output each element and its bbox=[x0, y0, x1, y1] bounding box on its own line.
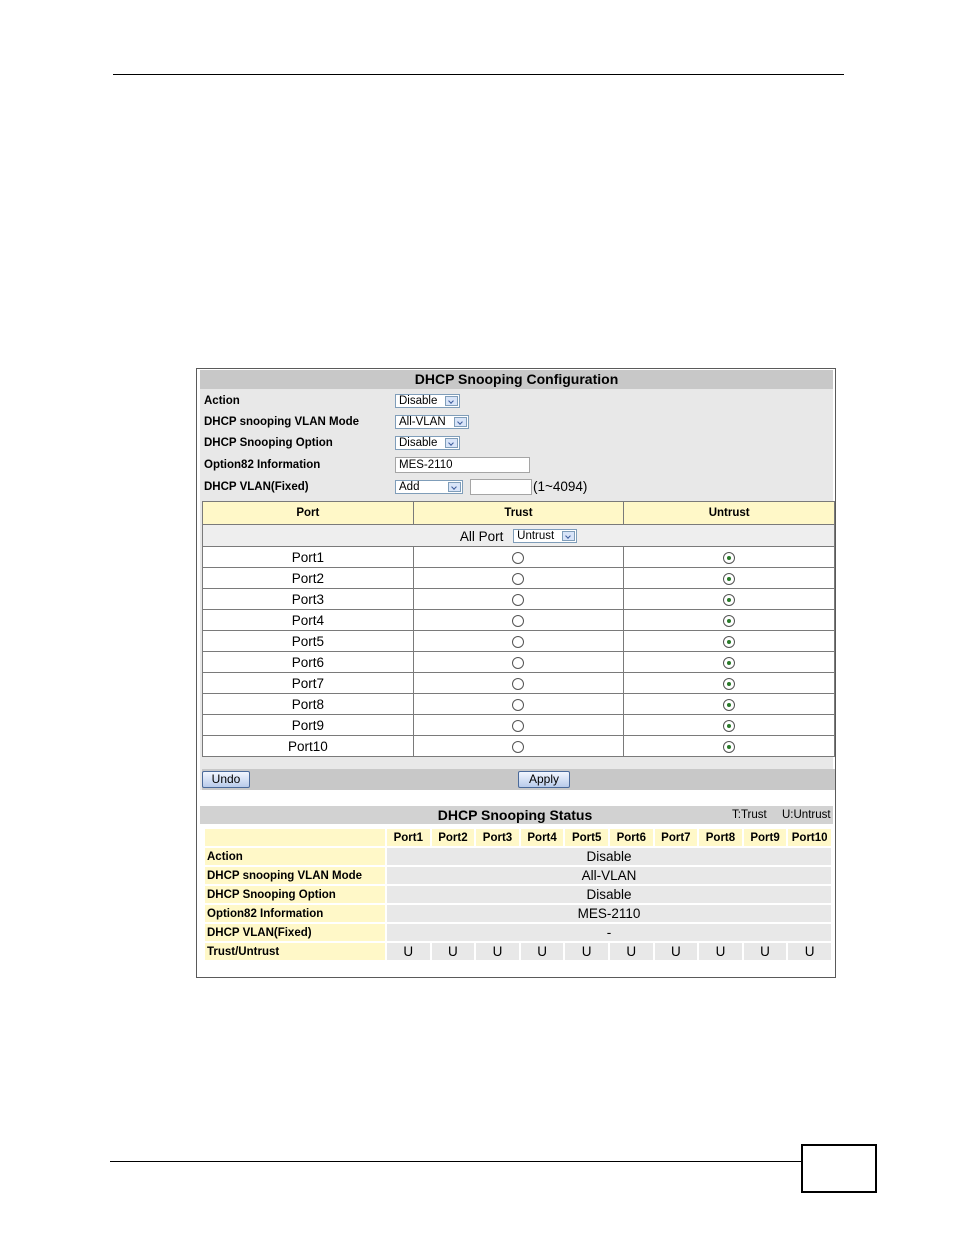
trust-radio[interactable] bbox=[512, 741, 524, 753]
untrust-cell bbox=[624, 568, 835, 589]
port-name: Port7 bbox=[203, 673, 414, 694]
status-dhcp-vlan-value: - bbox=[387, 924, 831, 941]
trust-radio[interactable] bbox=[512, 636, 524, 648]
status-port-header: Port2 bbox=[432, 829, 475, 846]
trust-radio[interactable] bbox=[512, 699, 524, 711]
action-select-value: Disable bbox=[399, 395, 438, 407]
trust-cell bbox=[413, 694, 624, 715]
status-port-header: Port8 bbox=[699, 829, 742, 846]
status-trust-value: U bbox=[655, 943, 698, 960]
snooping-option-select[interactable] bbox=[395, 436, 460, 450]
dhcp-vlan-label: DHCP VLAN(Fixed) bbox=[204, 481, 309, 493]
status-trust-value: U bbox=[387, 943, 430, 960]
all-port-row bbox=[203, 525, 835, 547]
status-trust-value: U bbox=[476, 943, 519, 960]
port-row bbox=[203, 568, 835, 589]
port-name: Port1 bbox=[203, 547, 414, 568]
port-name: Port3 bbox=[203, 589, 414, 610]
trust-cell bbox=[413, 736, 624, 757]
all-port-label: All Port bbox=[459, 528, 504, 544]
trust-cell bbox=[413, 610, 624, 631]
trust-cell bbox=[413, 568, 624, 589]
untrust-cell bbox=[624, 610, 835, 631]
snooping-option-select-value: Disable bbox=[399, 437, 438, 449]
page-number-box bbox=[801, 1144, 877, 1193]
status-port-header: Port1 bbox=[387, 829, 430, 846]
untrust-radio[interactable] bbox=[723, 552, 735, 564]
status-port-header: Port9 bbox=[744, 829, 787, 846]
all-port-select-value: Untrust bbox=[517, 529, 555, 542]
undo-button[interactable]: Undo bbox=[202, 771, 250, 788]
port-name: Port10 bbox=[203, 736, 414, 757]
untrust-cell bbox=[624, 547, 835, 568]
status-option82-label: Option82 Information bbox=[205, 905, 385, 922]
vlan-range-hint: (1~4094) bbox=[533, 479, 588, 494]
vlan-mode-select[interactable] bbox=[395, 415, 469, 429]
untrust-cell bbox=[624, 589, 835, 610]
port-row bbox=[203, 610, 835, 631]
untrust-radio[interactable] bbox=[723, 720, 735, 732]
untrust-cell bbox=[624, 736, 835, 757]
chevron-down-icon[interactable] bbox=[454, 417, 467, 427]
untrust-cell bbox=[624, 673, 835, 694]
untrust-radio[interactable] bbox=[723, 657, 735, 669]
status-option-value: Disable bbox=[387, 886, 831, 903]
port-row bbox=[203, 589, 835, 610]
chevron-down-icon[interactable] bbox=[562, 531, 575, 541]
dhcp-snooping-panel bbox=[196, 368, 836, 978]
status-action-value: Disable bbox=[387, 848, 831, 865]
chevron-down-icon[interactable] bbox=[445, 438, 458, 448]
status-vlan-mode-value: All-VLAN bbox=[387, 867, 831, 884]
untrust-cell bbox=[624, 631, 835, 652]
untrust-radio[interactable] bbox=[723, 678, 735, 690]
untrust-column-header: Untrust bbox=[624, 502, 835, 525]
status-trust-value: U bbox=[610, 943, 653, 960]
option82-input[interactable]: MES-2110 bbox=[395, 457, 530, 473]
config-button-bar bbox=[202, 769, 835, 790]
status-port-header: Port4 bbox=[521, 829, 564, 846]
port-row bbox=[203, 652, 835, 673]
status-port-header: Port6 bbox=[610, 829, 653, 846]
status-dhcp-vlan-label: DHCP VLAN(Fixed) bbox=[205, 924, 385, 941]
status-trust-value: U bbox=[788, 943, 831, 960]
status-trust-untrust-label: Trust/Untrust bbox=[205, 943, 385, 960]
trust-cell bbox=[413, 715, 624, 736]
untrust-radio[interactable] bbox=[723, 573, 735, 585]
vlan-mode-label: DHCP snooping VLAN Mode bbox=[204, 416, 360, 428]
port-name: Port5 bbox=[203, 631, 414, 652]
snooping-status-table bbox=[203, 827, 833, 962]
trust-radio[interactable] bbox=[512, 657, 524, 669]
port-name: Port6 bbox=[203, 652, 414, 673]
status-trust-value: U bbox=[744, 943, 787, 960]
port-column-header: Port bbox=[203, 502, 414, 525]
port-name: Port8 bbox=[203, 694, 414, 715]
config-title: DHCP Snooping Configuration bbox=[200, 370, 833, 389]
option82-label: Option82 Information bbox=[204, 459, 321, 471]
chevron-down-icon[interactable] bbox=[445, 396, 458, 406]
status-corner bbox=[205, 829, 385, 846]
port-name: Port9 bbox=[203, 715, 414, 736]
status-port-header: Port7 bbox=[655, 829, 698, 846]
status-port-header: Port3 bbox=[476, 829, 519, 846]
dhcp-vlan-id-input[interactable] bbox=[470, 479, 532, 495]
trust-cell bbox=[413, 589, 624, 610]
trust-column-header: Trust bbox=[413, 502, 624, 525]
status-port-header: Port5 bbox=[565, 829, 608, 846]
untrust-radio[interactable] bbox=[723, 636, 735, 648]
trust-cell bbox=[413, 631, 624, 652]
port-row bbox=[203, 631, 835, 652]
status-option-label: DHCP Snooping Option bbox=[205, 886, 385, 903]
trust-cell bbox=[413, 547, 624, 568]
snooping-option-label: DHCP Snooping Option bbox=[204, 437, 333, 449]
untrust-cell bbox=[624, 694, 835, 715]
untrust-radio[interactable] bbox=[723, 594, 735, 606]
legend-untrust: U:Untrust bbox=[782, 809, 831, 821]
trust-cell bbox=[413, 673, 624, 694]
port-trust-table bbox=[202, 501, 835, 757]
port-row bbox=[203, 694, 835, 715]
status-trust-value: U bbox=[699, 943, 742, 960]
status-action-label: Action bbox=[205, 848, 385, 865]
dhcp-vlan-action-value: Add bbox=[399, 481, 420, 493]
untrust-radio[interactable] bbox=[723, 741, 735, 753]
port-row bbox=[203, 547, 835, 568]
untrust-radio[interactable] bbox=[723, 699, 735, 711]
config-section bbox=[200, 370, 833, 790]
chevron-down-icon[interactable] bbox=[448, 482, 461, 492]
footer-rule bbox=[110, 1161, 802, 1162]
untrust-cell bbox=[624, 652, 835, 673]
status-trust-value: U bbox=[432, 943, 475, 960]
status-trust-value: U bbox=[565, 943, 608, 960]
port-row bbox=[203, 673, 835, 694]
all-port-select[interactable] bbox=[513, 529, 577, 543]
status-trust-value: U bbox=[521, 943, 564, 960]
trust-radio[interactable] bbox=[512, 552, 524, 564]
untrust-radio[interactable] bbox=[723, 615, 735, 627]
port-name: Port4 bbox=[203, 610, 414, 631]
untrust-cell bbox=[624, 715, 835, 736]
port-row bbox=[203, 736, 835, 757]
status-option82-value: MES-2110 bbox=[387, 905, 831, 922]
status-title: DHCP Snooping Status bbox=[437, 807, 593, 823]
vlan-mode-select-value: All-VLAN bbox=[399, 416, 446, 428]
trust-radio[interactable] bbox=[512, 615, 524, 627]
trust-radio[interactable] bbox=[512, 573, 524, 585]
trust-radio[interactable] bbox=[512, 594, 524, 606]
status-port-header: Port10 bbox=[788, 829, 831, 846]
port-name: Port2 bbox=[203, 568, 414, 589]
trust-radio[interactable] bbox=[512, 678, 524, 690]
status-vlan-mode-label: DHCP snooping VLAN Mode bbox=[205, 867, 385, 884]
action-select[interactable] bbox=[395, 394, 460, 408]
apply-button[interactable]: Apply bbox=[518, 771, 570, 788]
port-row bbox=[203, 715, 835, 736]
legend-trust: T:Trust bbox=[732, 809, 767, 821]
dhcp-vlan-action-select[interactable] bbox=[395, 480, 463, 494]
trust-cell bbox=[413, 652, 624, 673]
action-label: Action bbox=[204, 395, 240, 407]
header-rule bbox=[113, 74, 844, 75]
trust-radio[interactable] bbox=[512, 720, 524, 732]
